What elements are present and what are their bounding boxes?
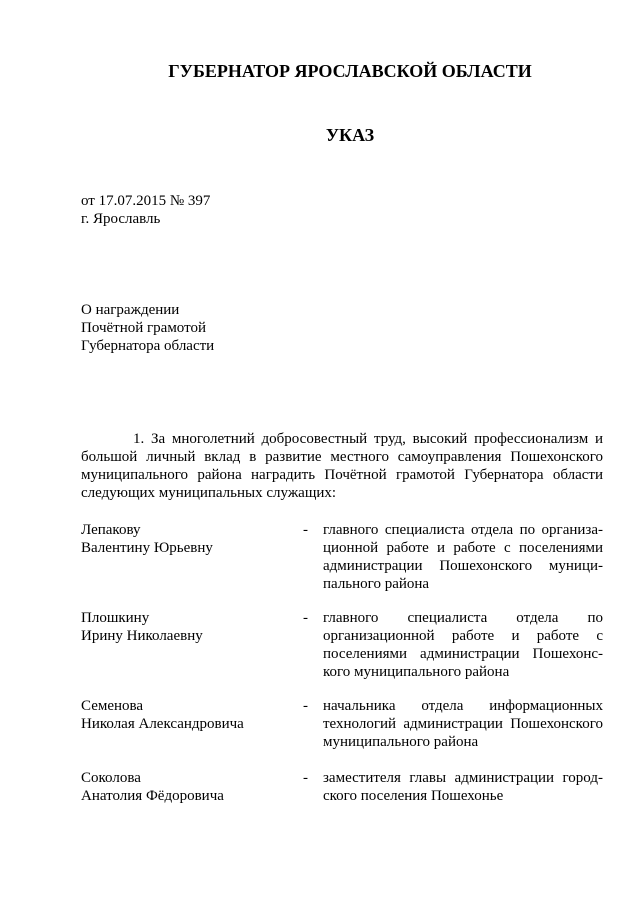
- awardee-given-name: Валентину Юрьевну: [81, 540, 213, 556]
- paragraph-line: 1. За многолетний добросовестный труд, высокий профессионализм и: [133, 431, 603, 447]
- position-line: главного специалиста отдела по: [323, 610, 603, 626]
- dash-separator: -: [303, 770, 308, 786]
- position-line: заместителя главы администрации город-: [323, 770, 603, 786]
- awardee-position: [323, 521, 603, 593]
- awardee-surname: Соколова: [81, 770, 141, 786]
- position-line: кого муниципального района: [323, 664, 510, 680]
- awardee-surname: Плошкину: [81, 610, 150, 626]
- document-type-heading: УКАЗ: [325, 125, 375, 145]
- position-line: главного специалиста отдела по организа-: [323, 522, 603, 538]
- subject-line: Губернатора области: [81, 338, 215, 354]
- city: г. Ярославль: [81, 211, 161, 227]
- paragraph-line: большой личный вклад в развитие местного самоуправления Пошехонского: [81, 449, 603, 465]
- position-line: начальника отдела информационных: [323, 698, 603, 714]
- subject-line: О награждении: [81, 302, 180, 318]
- document-meta: [81, 192, 210, 228]
- subject-line: Почётной грамотой: [81, 320, 206, 336]
- paragraph-line: муниципального района наградить Почётной грамотой Губернатора области: [81, 467, 603, 483]
- awardee-name: [81, 521, 213, 557]
- awardee-name: [81, 769, 224, 805]
- position-line: ского поселения Пошехонье: [323, 788, 504, 804]
- position-line: ционной работе и работе с поселениями: [323, 540, 603, 556]
- dash-separator: -: [303, 610, 308, 626]
- awardee-given-name: Анатолия Фёдоровича: [81, 788, 224, 804]
- awardee-surname: Лепакову: [81, 522, 141, 538]
- issuing-authority-heading: ГУБЕРНАТОР ЯРОСЛАВСКОЙ ОБЛАСТИ: [168, 61, 532, 81]
- position-line: организационной работе и работе с: [323, 628, 603, 644]
- awardee-position: [323, 697, 603, 751]
- document-subject: [81, 301, 214, 355]
- dash-separator: -: [303, 522, 308, 538]
- awardee-name: [81, 609, 203, 645]
- awardee-name: [81, 697, 244, 733]
- awardee-given-name: Николая Александровича: [81, 716, 244, 732]
- paragraph-1: [81, 430, 603, 502]
- position-line: пального района: [323, 576, 430, 592]
- date-number: от 17.07.2015 № 397: [81, 193, 211, 209]
- paragraph-line: следующих муниципальных служащих:: [81, 485, 337, 501]
- awardee-position: [323, 609, 603, 681]
- position-line: технологий администрации Пошехонского: [323, 716, 603, 732]
- position-line: поселениями администрации Пошехонс-: [323, 646, 603, 662]
- position-line: администрации Пошехонского муници-: [323, 558, 603, 574]
- awardee-position: [323, 769, 603, 805]
- awardee-given-name: Ирину Николаевну: [81, 628, 203, 644]
- awardee-surname: Семенова: [81, 698, 144, 714]
- position-line: муниципального района: [323, 734, 479, 750]
- dash-separator: -: [303, 698, 308, 714]
